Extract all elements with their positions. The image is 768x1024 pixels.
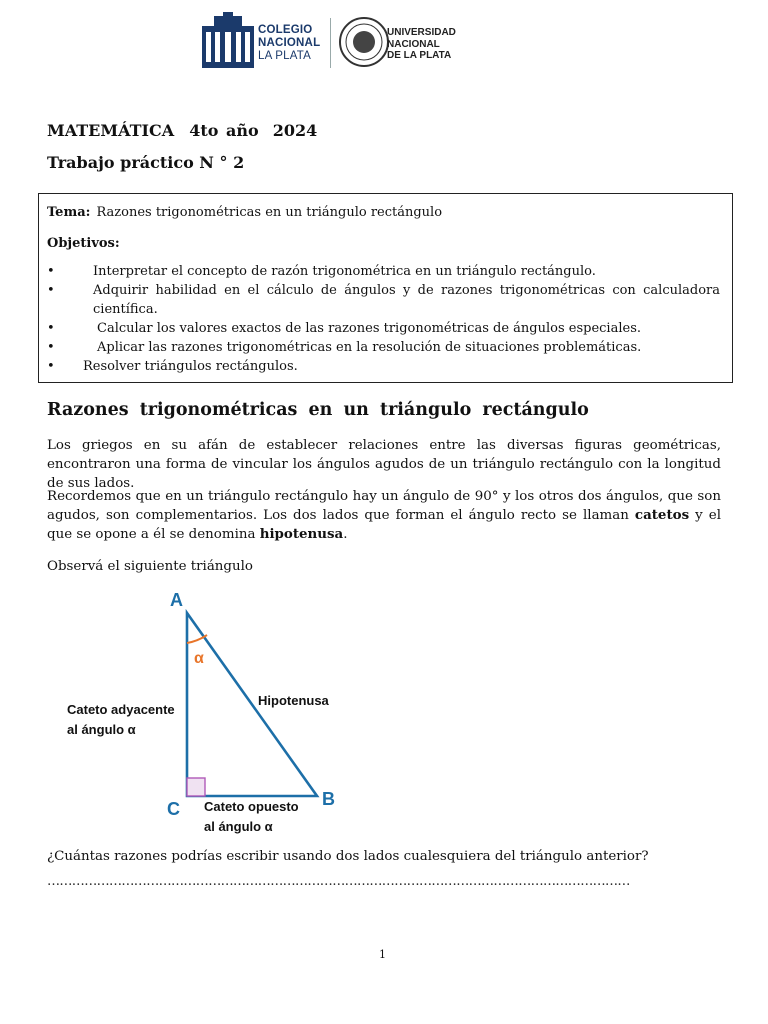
objetivos-list [47,262,720,376]
list-item [47,262,720,281]
hipotenusa-label: Hipotenusa [258,693,329,708]
cateto-opuesto-label-2: al ángulo α [204,819,273,834]
subject-title [47,121,317,140]
p2-text: y el que se opone a él se denomina [47,508,721,542]
list-item-text: Aplicar las razones trigonométricas en la resolución de situaciones problemáticas. [97,340,642,355]
vertex-a-label: A [170,590,183,610]
answer-line[interactable]: …………………………………………………………………………………………………………………………… [47,874,630,889]
tp-title: Trabajo práctico N ° 2 [47,153,245,172]
vertex-b-label: B [322,789,335,809]
list-item-text: Interpretar el concepto de razón trigonométrica en un triángulo rectángulo. [93,264,596,279]
page-number: 1 [379,948,386,961]
bullet: • [47,264,55,279]
list-item-text: Adquirir habilidad en el cálculo de ángulos y de razones trigonométricas con calculadora científica. [93,283,720,317]
unlp-name [387,27,456,62]
colegio-nacional-name [258,24,320,63]
year-label: 2024 [272,121,318,140]
tema-label: Tema: [47,205,91,220]
unlp-line: UNIVERSIDAD [387,27,456,38]
list-item-text: Calcular los valores exactos de las razones trigonométricas de ángulos especiales. [97,321,641,336]
header-divider [330,18,331,68]
paragraph-observe: Observá el siguiente triángulo [47,559,253,574]
section-heading: Razones trigonométricas en un triángulo rectángulo [47,400,589,420]
bullet: • [47,321,55,336]
unlp-seal-icon [340,18,388,66]
cateto-adyacente-label-2: al ángulo α [67,722,136,737]
p2-text: Recordemos que en un triángulo rectángulo hay un ángulo de 90° y los otros dos ángulos, que son agudos, son complementarios. Los dos lados que forman el ángulo recto se llaman [47,489,721,523]
subject-label: MATEMÁTICA 4to año [47,121,259,140]
cnlp-line: NACIONAL [258,37,321,49]
cateto-opuesto-label: Cateto opuesto [204,799,299,814]
list-item [47,319,720,338]
vertex-c-label: C [167,799,180,819]
term-hipotenusa: hipotenusa [259,526,344,542]
term-catetos: catetos [634,507,690,523]
objetivos-heading: Objetivos: [47,236,120,251]
list-item-text: Resolver triángulos rectángulos. [83,359,298,374]
bullet: • [47,359,55,374]
colegio-nacional-logo-icon [202,12,254,68]
unlp-line: NACIONAL [387,38,440,50]
triangle-figure [60,585,360,845]
tema-text: Razones trigonométricas en un triángulo rectángulo [96,205,443,220]
p2-text: . [343,527,348,542]
cateto-adyacente-label: Cateto adyacente [67,702,175,717]
list-item [47,357,720,376]
cnlp-line: COLEGIO [258,24,313,36]
paragraph-intro: Los griegos en su afán de establecer relaciones entre las diversas figuras geométricas, encontraron una forma de vincular los ángulos agudos de un triángulo rectángulo con la longitud de sus lados. [47,438,721,491]
right-angle-marker [187,778,205,796]
question-text: ¿Cuántas razones podrías escribir usando dos lados cualesquiera del triángulo anterior? [47,849,649,864]
list-item [47,338,720,357]
bullet: • [47,340,55,355]
bullet: • [47,283,55,298]
paragraph-definitions [47,487,721,544]
tema-line [47,205,442,220]
cnlp-line: LA PLATA [258,50,311,62]
list-item [47,281,720,319]
alpha-label: α [194,650,204,667]
unlp-line: DE LA PLATA [387,50,452,61]
